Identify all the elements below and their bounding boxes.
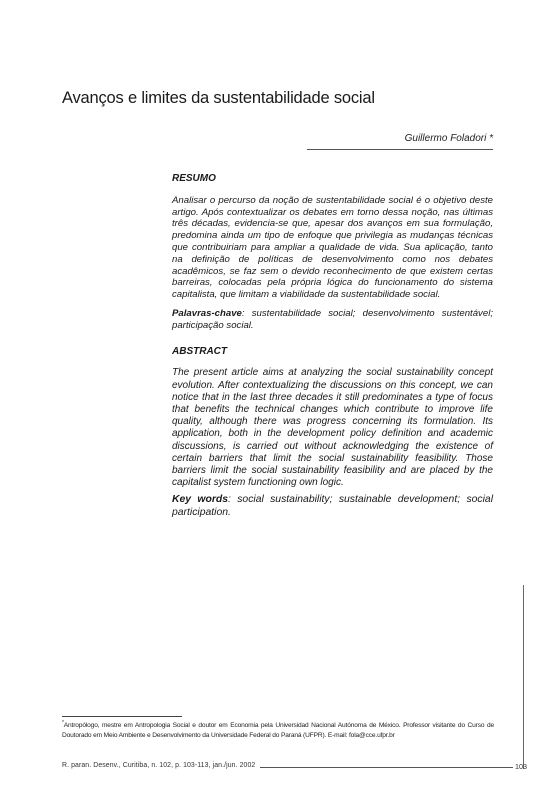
footer-divider <box>260 767 513 768</box>
abstract-heading: ABSTRACT <box>172 345 227 357</box>
author-name: Guillermo Foladori * <box>404 133 493 144</box>
margin-rule <box>523 585 524 769</box>
author-divider <box>307 149 493 150</box>
resumo-body: Analisar o percurso da noção de sustentabilidade social é o objetivo deste artigo. Após contextualizar os debates em torno dessa noção, nas últimas três décadas, evidencia-se que, apesar dos avanços em sua formulação, predomina ainda um tipo de enfoque que privilegia as mudanças técnicas que contribuiriam para ampliar a qualidade de vida. Sua aplicação, tanto na definição de políticas de desenvolvimento como nos debates acadêmicos, se faz sem o devido reconhecimento de que existem certas barreiras, colocadas pela própria lógica do funcionamento do sistema capitalista, que limitam a viabilidade da sustentabilidade social. <box>172 194 493 301</box>
article-title: Avanços e limites da sustentabilidade social <box>62 89 375 107</box>
journal-citation: R. paran. Desenv., Curitiba, n. 102, p. 103-113, jan./jun. 2002 <box>62 762 256 769</box>
resumo-heading: RESUMO <box>172 173 216 184</box>
page-number: 103 <box>515 762 527 771</box>
resumo-keywords-text: : sustentabilidade social; desenvolvimento sustentável; participação social. <box>172 307 493 331</box>
footnote-marker: * <box>62 720 64 726</box>
author-footnote <box>62 718 494 741</box>
abstract-keywords <box>172 494 493 519</box>
footnote-text: Antropólogo, mestre em Antropologia Social e doutor em Economia pela Universidad Nacional Autónoma de México. Professor visitante do Curso de Doutorado em Meio Ambiente e Desenvolvimento da Universidade Federal do Paraná (UFPR). E-mail: fola@cce.ufpr.br <box>62 722 494 740</box>
resumo-keywords-label: Palavras-chave <box>172 307 242 319</box>
abstract-keywords-label: Key words <box>172 494 228 506</box>
abstract-body: The present article aims at analyzing the social sustainability concept evolution. After contextualizing the discussions on this concept, we can notice that in the last three decades it still predominates a type of focus that benefits the technical changes which contribute to improve life quality, although there was progress concerning its formulation. Its application, both in the development policy definition and academic discussions, is carried out without acknowledging the existence of certain barriers that limit the social sustainability feasibility. Those barriers limit the social sustainability feasibility and are placed by the capitalist system functioning own logic. <box>172 367 493 489</box>
abstract-column <box>172 173 493 520</box>
footnote-divider <box>62 716 182 717</box>
abstract-keywords-text: : social sustainability; sustainable development; social participation. <box>172 494 494 518</box>
resumo-keywords <box>172 308 493 332</box>
